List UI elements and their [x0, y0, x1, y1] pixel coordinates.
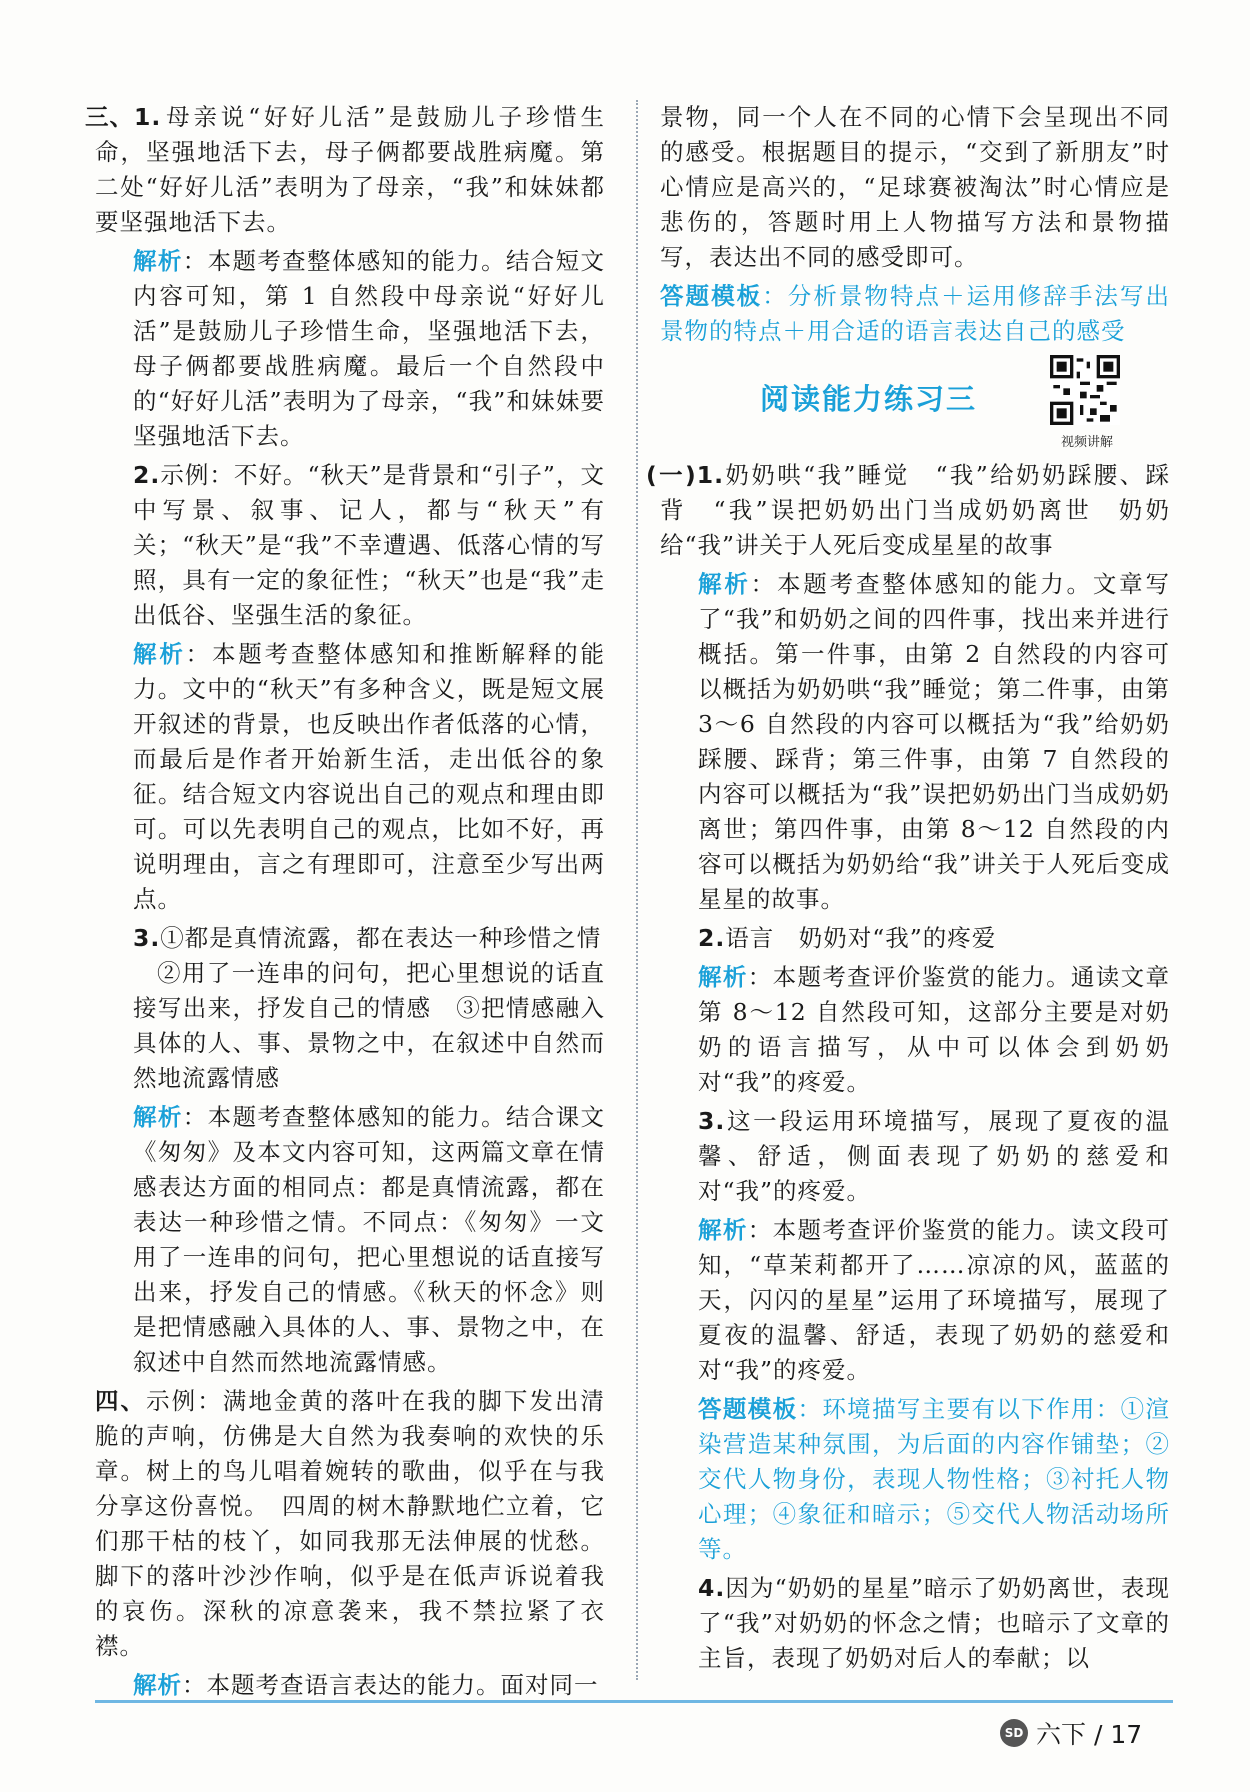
page-number: 六下 / 17	[1036, 1720, 1143, 1749]
column-divider	[636, 100, 638, 1680]
q3-1-answer-text: 母亲说“好好儿活”是鼓励儿子珍惜生命，坚强地活下去，母子俩都要战胜病魔。第二处“好好儿活”表明为了母亲，“我”和妹妹都要坚强地活下去。	[95, 103, 605, 236]
template-1-text: ：分析景物特点＋运用修辞手法写出景物的特点＋用合适的语言表达自己的感受	[660, 282, 1171, 345]
q3-2-label: 2.	[133, 461, 161, 489]
q4-answer-text: 示例：满地金黄的落叶在我的脚下发出清脆的声响，仿佛是大自然为我奏响的欢快的乐章。树上的鸟儿唱着婉转的歌曲，似乎在与我分享这份喜悦。 四周的树木静默地伫立着，它们那干枯的枝丫，如同我那无法伸展的忧愁。脚下的落叶沙沙作响，似乎是在低声诉说着我的哀伤。深秋的凉意袭来，我不禁拉紧了衣襟。	[95, 1387, 606, 1660]
q3-3-analysis	[95, 1100, 605, 1380]
analysis-label: 解析	[133, 1671, 182, 1699]
q3-3-label: 3.	[133, 924, 161, 952]
p2-answer	[660, 921, 1170, 956]
continued-analysis: 景物，同一个人在不同的心情下会呈现出不同的感受。根据题目的提示，“交到了新朋友”时心情应是高兴的，“足球赛被淘汰”时心情应是悲伤的，答题时用上人物描写方法和景物描写，表达出不同的感受即可。	[660, 103, 1170, 271]
q4-analysis	[95, 1668, 605, 1703]
p4-label: 4.	[698, 1574, 726, 1602]
q3-2-answer	[95, 458, 605, 633]
q3-1-analysis	[95, 244, 605, 454]
footer-rule	[95, 1700, 1173, 1703]
p4-answer-text: 因为“奶奶的星星”暗示了奶奶离世，表现了“我”对奶奶的怀念之情；也暗示了文章的主旨，表现了奶奶对后人的奉献；以	[698, 1574, 1170, 1672]
p2-analysis-text: ：本题考查评价鉴赏的能力。通读文章第 8～12 自然段可知，这部分主要是对奶奶的语言描写，从中可以体会到奶奶对“我”的疼爱。	[698, 963, 1171, 1096]
q3-3-answer-a-text: ①都是真情流露，都在表达一种珍惜之情	[160, 924, 602, 952]
p2-analysis	[660, 960, 1170, 1100]
p1-label: (一)1.	[646, 461, 725, 489]
analysis-label: 解析	[698, 570, 751, 598]
q3-3-answer-b: ②用了一连串的问句，把心里想说的话直接写出来，抒发自己的情感 ③把情感融入具体的人、事、景物之中，在叙述中自然而然地流露情感	[133, 959, 605, 1092]
qr-caption: 视频讲解	[1060, 435, 1113, 450]
answer-template-2	[660, 1392, 1170, 1567]
q3-3-answer-a	[95, 921, 605, 956]
publisher-badge: SD	[1000, 1719, 1028, 1747]
q4-label: 四、	[95, 1387, 147, 1415]
p3-analysis-text: ：本题考查评价鉴赏的能力。读文段可知，“草茉莉都开了……凉凉的风，蓝蓝的天，闪闪的星星”运用了环境描写，展现了夏夜的温馨、舒适，表现了奶奶的慈爱和对“我”的疼爱。	[698, 1216, 1171, 1384]
qr-code-icon[interactable]	[1050, 355, 1120, 425]
p1-answer	[646, 458, 1170, 563]
p3-analysis	[660, 1213, 1170, 1388]
q3-2-answer-text: 示例：不好。“秋天”是背景和“引子”，文中写景、叙事、记人，都与“秋天”有关；“秋天”是“我”不幸遭遇、低落心情的写照，具有一定的象征性；“秋天”也是“我”走出低谷、坚强生活的象征。	[133, 461, 605, 629]
q3-2-analysis	[95, 637, 605, 917]
p4-answer	[660, 1571, 1170, 1676]
analysis-label: 解析	[698, 1216, 748, 1244]
analysis-label: 解析	[133, 247, 183, 275]
q3-1-answer	[85, 100, 605, 240]
template-label: 答题模板	[698, 1395, 798, 1423]
q4-analysis-text: ：本题考查语言表达的能力。面对同一	[182, 1671, 599, 1699]
p3-label: 3.	[698, 1107, 726, 1135]
p1-analysis	[660, 567, 1170, 917]
p3-answer	[660, 1104, 1170, 1209]
q3-2-analysis-text: ：本题考查整体感知和推断解释的能力。文中的“秋天”有多种含义，既是短文展开叙述的背景，也反映出作者低落的心情，而最后是作者开始新生活，走出低谷的象征。结合短文内容说出自己的观点和理由即可。可以先表明自己的观点，比如不好，再说明理由，言之有理即可，注意至少写出两点。	[133, 640, 606, 913]
p1-answer-text: 奶奶哄“我”睡觉 “我”给奶奶踩腰、踩背 “我”误把奶奶出门当成奶奶离世 奶奶给“我”讲关于人死后变成星星的故事	[660, 461, 1170, 559]
q3-1-label: 三、1.	[85, 103, 162, 131]
p1-analysis-text: ：本题考查整体感知的能力。文章写了“我”和奶奶之间的四件事，找出来并进行概括。第一件事，由第 2 自然段的内容可以概括为奶奶哄“我”睡觉；第二件事，由第 3～6 自然段的内容可以概括为“我”给奶奶踩腰、踩背；第三件事，由第 7 自然段的内容可以概括为“我”误把奶奶出门当成奶奶离世；第四件事，由第 8～12 自然段的内容可以概括为奶奶给“我”讲关于人死后变成星星的故事。	[698, 570, 1171, 913]
template-label: 答题模板	[660, 282, 763, 310]
analysis-label: 解析	[133, 1103, 183, 1131]
answer-template-1	[660, 279, 1170, 349]
right-column	[646, 100, 1171, 1680]
left-column	[85, 100, 606, 1707]
page-footer	[1000, 1715, 1142, 1751]
analysis-label: 解析	[698, 963, 748, 991]
p2-answer-text: 语言 奶奶对“我”的疼爱	[725, 924, 997, 952]
section-header	[660, 355, 1170, 450]
analysis-label: 解析	[133, 640, 186, 668]
q4-answer	[95, 1384, 605, 1664]
section-title: 阅读能力练习三	[760, 382, 978, 416]
template-2-text: ：环境描写主要有以下作用：①渲染营造某种氛围，为后面的内容作铺垫；②交代人物身份，表现人物性格；③衬托人物心理；④象征和暗示；⑤交代人物活动场所等。	[698, 1395, 1171, 1563]
q3-3-analysis-text: ：本题考查整体感知的能力。结合课文《匆匆》及本文内容可知，这两篇文章在情感表达方面的相同点：都是真情流露，都在表达一种珍惜之情。不同点：《匆匆》一文用了一连串的问句，把心里想说的话直接写出来，抒发自己的情感。《秋天的怀念》则是把情感融入具体的人、事、景物之中，在叙述中自然而然地流露情感。	[133, 1103, 606, 1376]
p3-answer-text: 这一段运用环境描写，展现了夏夜的温馨、舒适，侧面表现了奶奶的慈爱和对“我”的疼爱。	[698, 1107, 1170, 1205]
q3-1-analysis-text: ：本题考查整体感知的能力。结合短文内容可知，第 1 自然段中母亲说“好好儿活”是鼓励儿子珍惜生命，坚强地活下去，母子俩都要战胜病魔。最后一个自然段中的“好好儿活”表明为了母亲，“我”和妹妹要坚强地活下去。	[133, 247, 606, 450]
p2-label: 2.	[698, 924, 726, 952]
